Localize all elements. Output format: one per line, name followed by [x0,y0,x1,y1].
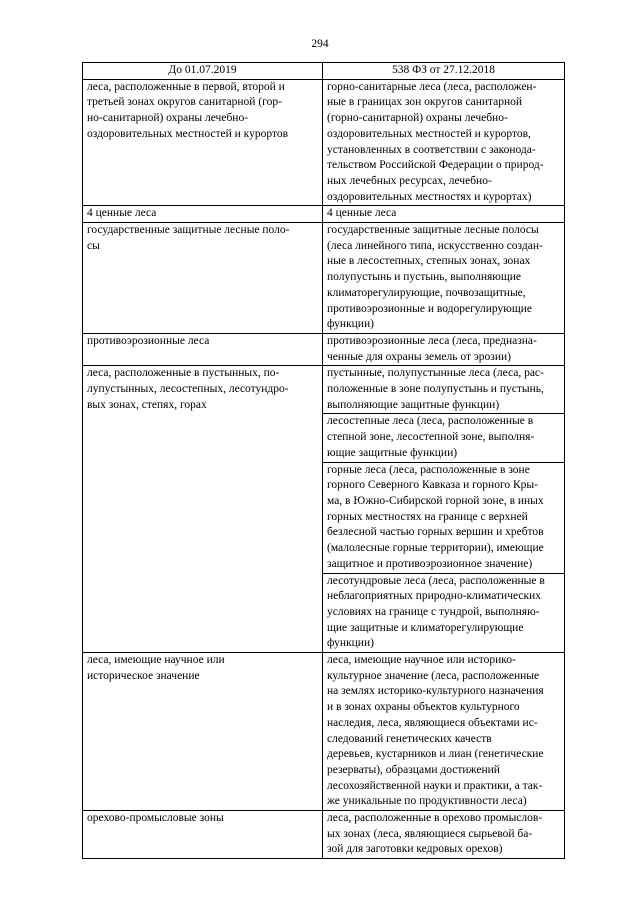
cell-new-line: тельством Российской Федерации о природ- [327,159,544,172]
cell-old-line: третьей зонах округов санитарной (гор- [87,96,282,109]
cell-new-line: неблагоприятных природно-климатических [327,590,541,603]
cell-new-line: горных местностях на границе с верхней [327,510,528,523]
cell-new [323,206,565,223]
cell-new [323,811,565,859]
cell-new-line: ма, в Южно-Сибирской горной зоне, в иных [327,494,544,507]
cell-old-line: леса, расположенные в первой, второй и [87,80,285,93]
table-row [83,366,565,414]
cell-new-line: лесостепные леса (леса, расположенные в [327,415,534,428]
cell-new-line: 4 ценные леса [327,207,397,220]
table-header-row [83,63,565,80]
cell-new-line: оздоровительных местностях и курортах) [327,190,532,203]
cell-new-line: лесохозяйственной науки и практики, а так- [327,779,543,792]
cell-new-line: же уникальные по продуктивности леса) [327,795,527,808]
cell-old-line: орехово-промысловые зоны [87,812,224,825]
cell-new-line: горного Северного Кавказа и горного Кры- [327,479,538,492]
cell-new-line: леса, имеющие научное или историко- [327,654,516,667]
cell-new-line: (горно-санитарной) охраны лечебно- [327,112,508,125]
cell-new-line: функции) [327,637,374,650]
cell-new-line: противоэрозионные и водорегулирующие [327,302,532,315]
cell-new-line: и в зонах охраны объектов культурного [327,701,520,714]
cell-new-line: климаторегулирующие, почвозащитные, [327,286,526,299]
cell-new-line: государственные защитные лесные полосы [327,224,539,237]
header-col-new: 538 ФЗ от 27.12.2018 [323,63,565,80]
cell-new-line: противоэрозионные леса (леса, предназна- [327,334,537,347]
table-row [83,206,565,223]
cell-new-line: наследия, леса, являющиеся объектами ис- [327,716,538,729]
cell-new-line: леса, расположенные в орехово промыслов- [327,812,543,825]
cell-new-line: выполняющие защитные функции) [327,398,500,411]
cell-new-line: ные в лесостепных, степных зонах, зонах [327,255,531,268]
cell-new [323,414,565,462]
cell-new-line: ых зонах (леса, являющиеся сырьевой ба- [327,827,533,840]
cell-new-line: функции) [327,318,374,331]
cell-old [83,206,323,223]
header-col-old: До 01.07.2019 [83,63,323,80]
cell-old [83,223,323,334]
cell-new [323,653,565,811]
table-row [83,653,565,811]
cell-new [323,223,565,334]
cell-old-line: вых зонах, степях, горах [87,398,207,411]
cell-new-line: защитное и противоэрозионное значение) [327,557,533,570]
cell-old-line: лупустынных, лесостепных, лесотундро- [87,383,289,396]
cell-old [83,653,323,811]
cell-new-line: на землях историко-культурного назначения [327,685,544,698]
cell-new [323,79,565,206]
table-row [83,811,565,859]
cell-new-line: безлесной частью горных вершин и хребтов [327,526,544,539]
table-body [83,63,565,859]
cell-new-line: зой для заготовки кедровых орехов) [327,843,503,856]
cell-old-line: историческое значение [87,669,200,682]
cell-old-line: оздоровительных местностей и курортов [87,127,288,140]
cell-new-line: лесотундровые леса (леса, расположенные в [327,574,545,587]
cell-new-line: ющие защитные функции) [327,446,458,459]
cell-old [83,811,323,859]
cell-old-line: сы [87,239,100,252]
cell-new-line: условиях на границе с тундрой, выполняю- [327,605,540,618]
cell-old-line: 4 ценные леса [87,207,157,220]
cell-old [83,79,323,206]
cell-new-line: полупустынь и пустынь, выполняющие [327,271,522,284]
cell-new-line: горно-санитарные леса (леса, расположен- [327,80,537,93]
cell-new-line: ные в границах зон округов санитарной [327,96,523,109]
cell-new-line: оздоровительных местностей и курортов, [327,127,531,140]
table-row [83,333,565,365]
cell-new [323,366,565,414]
cell-new-line: ных лечебных ресурсах, лечебно- [327,174,492,187]
cell-old-line: леса, имеющие научное или [87,654,225,667]
cell-new-line: установленных в соответствии с законода- [327,143,536,156]
cell-old-line: противоэрозионные леса [87,334,210,347]
table-row [83,223,565,334]
cell-new [323,333,565,365]
cell-old-line: но-санитарной) охраны лечебно- [87,112,249,125]
table-row [83,79,565,206]
cell-new-line: культурное значение (леса, расположенные [327,669,540,682]
cell-new-line: (малолесные горные территории), имеющие [327,542,544,555]
cell-old [83,333,323,365]
cell-new-line: следований генетических качеств [327,732,492,745]
cell-new-line: положенные в зоне полупустынь и пустынь, [327,383,544,396]
cell-new-line: щие защитные и климаторегулирующие [327,621,524,634]
cell-new-line: горные леса (леса, расположенные в зоне [327,463,530,476]
cell-new-line: (леса линейного типа, искусственно создан- [327,239,543,252]
comparison-table [82,62,565,859]
cell-new-line: резерваты), образцами достижений [327,763,500,776]
cell-new [323,573,565,653]
cell-new [323,462,565,573]
cell-old [83,366,323,653]
cell-new-line: пустынные, полупустынные леса (леса, рас- [327,367,544,380]
cell-old-line: государственные защитные лесные поло- [87,224,290,237]
cell-new-line: ченные для охраны земель от эрозии) [327,350,511,363]
cell-new-line: деревьев, кустарников и лиан (генетические [327,748,544,761]
cell-old-line: леса, расположенные в пустынных, по- [87,367,280,380]
cell-new-line: степной зоне, лесостепной зоне, выполня- [327,431,535,444]
page-number: 294 [311,38,329,50]
